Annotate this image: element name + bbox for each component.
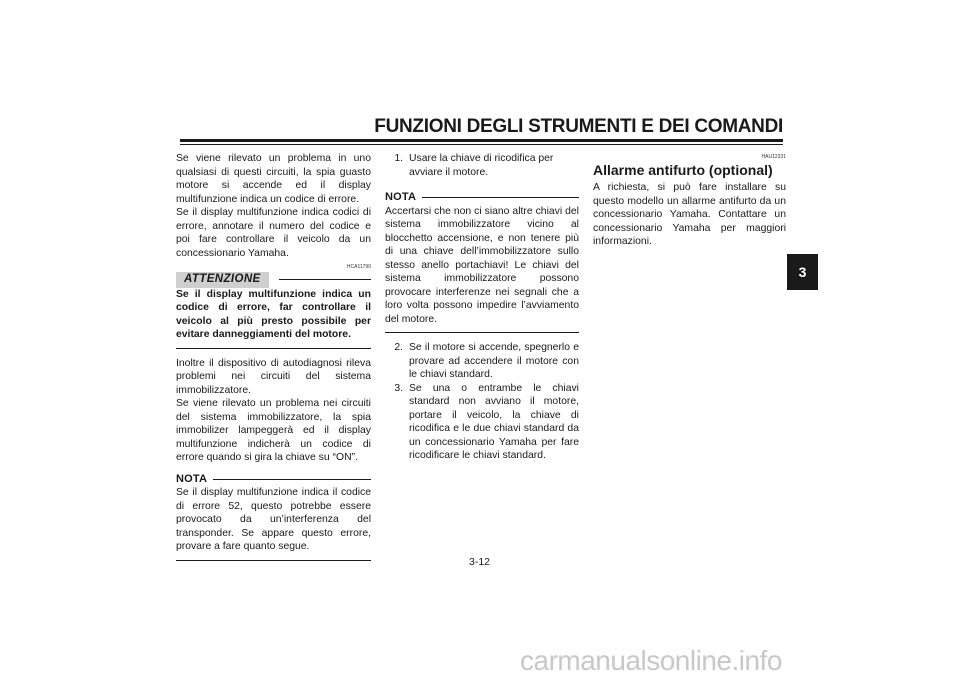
attention-label: ATTENZIONE — [176, 272, 269, 288]
nota-rule — [213, 479, 371, 480]
step-text: Se una o entrambe le chiavi standard non avviano il motore, portare il veicolo, la chiave di ricodifica e le due chiavi standard da un concessionario Yamaha per fare ricodificare le chiavi standard. — [409, 382, 579, 461]
list-item — [385, 341, 579, 382]
paragraph: Se viene rilevato un problema in uno qualsiasi di questi circuiti, la spia guasto motore si accende ed il display multifunzione indica un codice di errore. — [176, 153, 371, 205]
divider — [176, 348, 371, 349]
paragraph: Inoltre il dispositivo di autodiagnosi rileva problemi nei circuiti del sistema immobilizzatore. — [176, 357, 371, 396]
page-number: 3-12 — [469, 556, 491, 568]
attention-header — [176, 272, 371, 288]
nota-rule — [422, 197, 579, 198]
attention-rule — [279, 279, 371, 280]
attention-text: Se il display multifunzione indica un codice di errore, far controllare il veicolo al più presto possibile per evitare danneggiamenti del motore. — [176, 288, 371, 340]
watermark-text: carmanualsonline.info — [520, 645, 782, 676]
step-number: 3. — [394, 382, 403, 394]
header-rule-thin — [180, 144, 783, 145]
column-right — [593, 152, 786, 249]
list-item — [385, 382, 579, 463]
nota-label: NOTA — [176, 472, 208, 485]
nota-text: Accertarsi che non ci siano altre chiavi del sistema immobilizzatore vicino al blocchetto accensione, e non tenere più di una chiave dell’immobilizzatore sullo stesso anello portachiavi! Le chiavi del sistema immobilizzatore possono provocare interferenze nei segnali che a loro volta possono impedire l’avviamento del motore. — [385, 205, 579, 325]
chapter-tab: 3 — [787, 254, 818, 290]
reference-code: HCA11790 — [346, 264, 371, 270]
nota-label: NOTA — [385, 191, 417, 203]
step-number: 1. — [394, 153, 403, 164]
nota-header — [176, 473, 371, 487]
column-middle — [385, 152, 579, 463]
step-text: Se il motore si accende, spegnerlo e provare ad accendere il motore con le chiavi standard. — [409, 342, 579, 380]
nota-text: Se il display multifunzione indica il codice di errore 52, questo potrebbe essere provocato da un’interferenza del transponder. Se appare questo errore, provare a fare quanto segue. — [176, 487, 371, 552]
paragraph: A richiesta, si può fare installare su questo modello un allarme antifurto da un concessionario Yamaha. Contattare un concessionario Yamaha per maggiori informazioni. — [593, 182, 786, 247]
column-left — [176, 152, 371, 569]
section-title: Allarme antifurto (optional) — [593, 162, 773, 178]
page-header-title: FUNZIONI DEGLI STRUMENTI E DEI COMANDI — [374, 116, 783, 137]
divider — [176, 560, 371, 561]
paragraph: Se viene rilevato un problema nei circuiti del sistema immobilizzatore, la spia immobilizer lampeggerà ed il display multifunzione indicherà un codice di errore quando si gira la chiave su “ON”. — [176, 398, 371, 463]
nota-header — [385, 191, 579, 205]
reference-code: HAU12331 — [761, 154, 786, 160]
list-item — [385, 152, 579, 179]
paragraph: Se il display multifunzione indica codici di errore, annotare il numero del codice e poi fare controllare il veicolo da un concessionario Yamaha. — [176, 207, 371, 259]
header-rule — [180, 139, 783, 142]
divider — [385, 332, 579, 333]
step-number: 2. — [394, 342, 403, 353]
step-text: Usare la chiave di ricodifica per avviare il motore. — [409, 153, 554, 178]
